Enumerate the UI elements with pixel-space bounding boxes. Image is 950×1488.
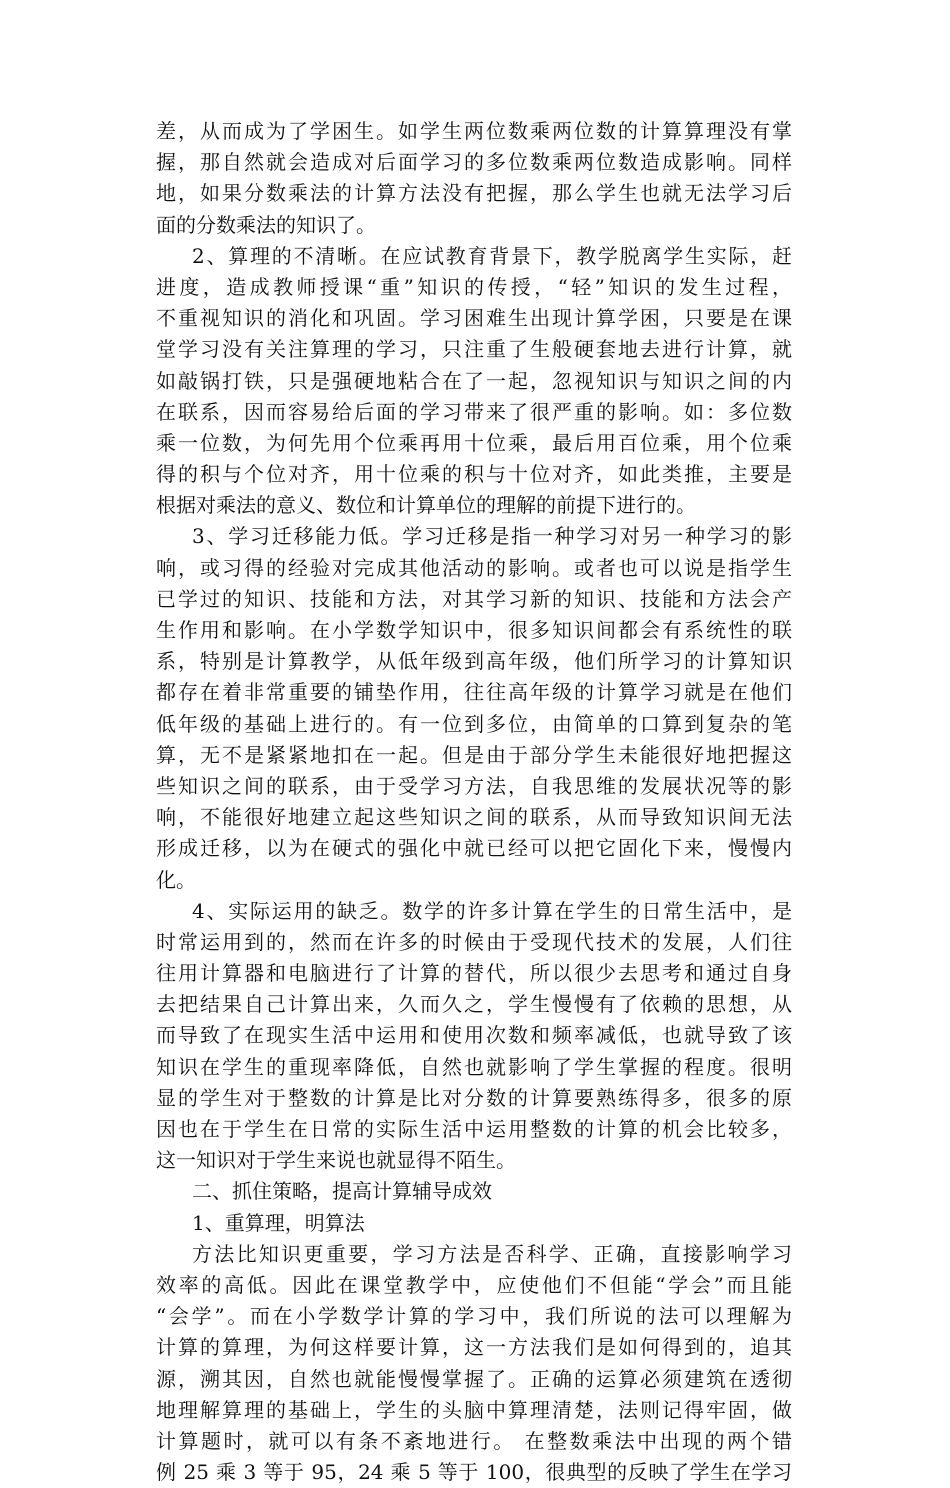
text-line: 根据对乘法的意义、数位和计算单位的理解的前提下进行的。 bbox=[156, 493, 696, 518]
text-line: 2、算理的不清晰。在应试教育背景下，教学脱离学生实际，赶 bbox=[192, 243, 792, 268]
text-line: “会学”。而在小学数学计算的学习中，我们所说的法可以理解为 bbox=[156, 1304, 792, 1329]
text-line: 不重视知识的消化和巩固。学习困难生出现计算学困，只要是在课 bbox=[156, 306, 792, 331]
text-line: 4、实际运用的缺乏。数学的许多计算在学生的日常生活中，是 bbox=[192, 898, 792, 923]
text-line: 显的学生对于整数的计算是比对分数的计算要熟练得多，很多的原 bbox=[156, 1085, 792, 1110]
text-line: 进度，造成教师授课“重”知识的传授，“轻”知识的发生过程， bbox=[156, 274, 792, 299]
text-line: 形成迁移，以为在硬式的强化中就已经可以把它固化下来，慢慢内 bbox=[156, 836, 792, 861]
text-line: 往用计算器和电脑进行了计算的替代，所以很少去思考和通过自身 bbox=[156, 961, 792, 986]
text-line: 握，那自然就会造成对后面学习的多位数乘两位数造成影响。同样 bbox=[156, 150, 792, 175]
text-line: 计算的算理，为何这样要计算，这一方法我们是如何得到的，追其 bbox=[156, 1335, 792, 1360]
text-line: 乘一位数，为何先用个位乘再用十位乘，最后用百位乘，用个位乘 bbox=[156, 430, 792, 455]
text-line: 些知识之间的联系，由于受学习方法，自我思维的发展状况等的影 bbox=[156, 773, 792, 798]
text-line: 这一知识对于学生来说也就显得不陌生。 bbox=[156, 1148, 516, 1173]
text-line: 时常运用到的，然而在许多的时候由于受现代技术的发展，人们往 bbox=[156, 929, 792, 954]
text-line: 计算题时，就可以有条不紊地进行。 在整数乘法中出现的两个错 bbox=[156, 1428, 792, 1453]
text-line: 知识在学生的重现率降低，自然也就影响了学生掌握的程度。很明 bbox=[156, 1054, 792, 1079]
document-page bbox=[156, 116, 792, 1488]
text-line: 例 25 乘 3 等于 95，24 乘 5 等于 100，很典型的反映了学生在学习 bbox=[156, 1460, 792, 1485]
text-line: 响，不能很好地建立起这些知识之间的联系，从而导致知识间无法 bbox=[156, 805, 792, 830]
text-line: 化。 bbox=[156, 867, 196, 892]
text-line: 二、抓住策略，提高计算辅导成效 bbox=[192, 1179, 492, 1204]
text-line: 地，如果分数乘法的计算方法没有把握，那么学生也就无法学习后 bbox=[156, 181, 792, 206]
text-line: 3、学习迁移能力低。学习迁移是指一种学习对另一种学习的影 bbox=[192, 524, 792, 549]
text-line: 源，溯其因，自然也就能慢慢掌握了。正确的运算必须建筑在透彻 bbox=[156, 1366, 792, 1391]
text-line: 响，或习得的经验对完成其他活动的影响。或者也可以说是指学生 bbox=[156, 555, 792, 580]
text-line: 而导致了在现实生活中运用和使用次数和频率减低，也就导致了该 bbox=[156, 1023, 792, 1048]
text-line: 去把结果自己计算出来，久而久之，学生慢慢有了依赖的思想，从 bbox=[156, 992, 792, 1017]
text-line: 在联系，因而容易给后面的学习带来了很严重的影响。如：多位数 bbox=[156, 399, 792, 424]
text-line: 已学过的知识、技能和方法，对其学习新的知识、技能和方法会产 bbox=[156, 586, 792, 611]
text-line: 算，无不是紧紧地扣在一起。但是由于部分学生未能很好地把握这 bbox=[156, 742, 792, 767]
text-line: 都存在着非常重要的铺垫作用，往往高年级的计算学习就是在他们 bbox=[156, 680, 792, 705]
text-line: 得的积与个位对齐，用十位乘的积与十位对齐，如此类推，主要是 bbox=[156, 462, 792, 487]
text-line: 地理解算理的基础上，学生的头脑中算理清楚，法则记得牢固，做 bbox=[156, 1397, 792, 1422]
text-line: 面的分数乘法的知识了。 bbox=[156, 212, 376, 237]
text-line: 低年级的基础上进行的。有一位到多位，由简单的口算到复杂的笔 bbox=[156, 711, 792, 736]
text-line: 差，从而成为了学困生。如学生两位数乘两位数的计算算理没有掌 bbox=[156, 119, 792, 143]
text-line: 如敲锅打铁，只是强硬地粘合在了一起，忽视知识与知识之间的内 bbox=[156, 368, 792, 393]
text-line: 系，特别是计算教学，从低年级到高年级，他们所学习的计算知识 bbox=[156, 649, 792, 674]
text-line: 生作用和影响。在小学数学知识中，很多知识间都会有系统性的联 bbox=[156, 618, 792, 642]
text-line: 堂学习没有关注算理的学习，只注重了生般硬套地去进行计算，就 bbox=[156, 337, 792, 362]
text-line: 因也在于学生在日常的实际生活中运用整数的计算的机会比较多， bbox=[156, 1117, 792, 1141]
text-line: 效率的高低。因此在课堂教学中，应使他们不但能“学会”而且能 bbox=[156, 1272, 792, 1297]
text-line: 方法比知识更重要，学习方法是否科学、正确，直接影响学习 bbox=[192, 1241, 792, 1266]
text-line: 1、重算理，明算法 bbox=[192, 1210, 365, 1235]
